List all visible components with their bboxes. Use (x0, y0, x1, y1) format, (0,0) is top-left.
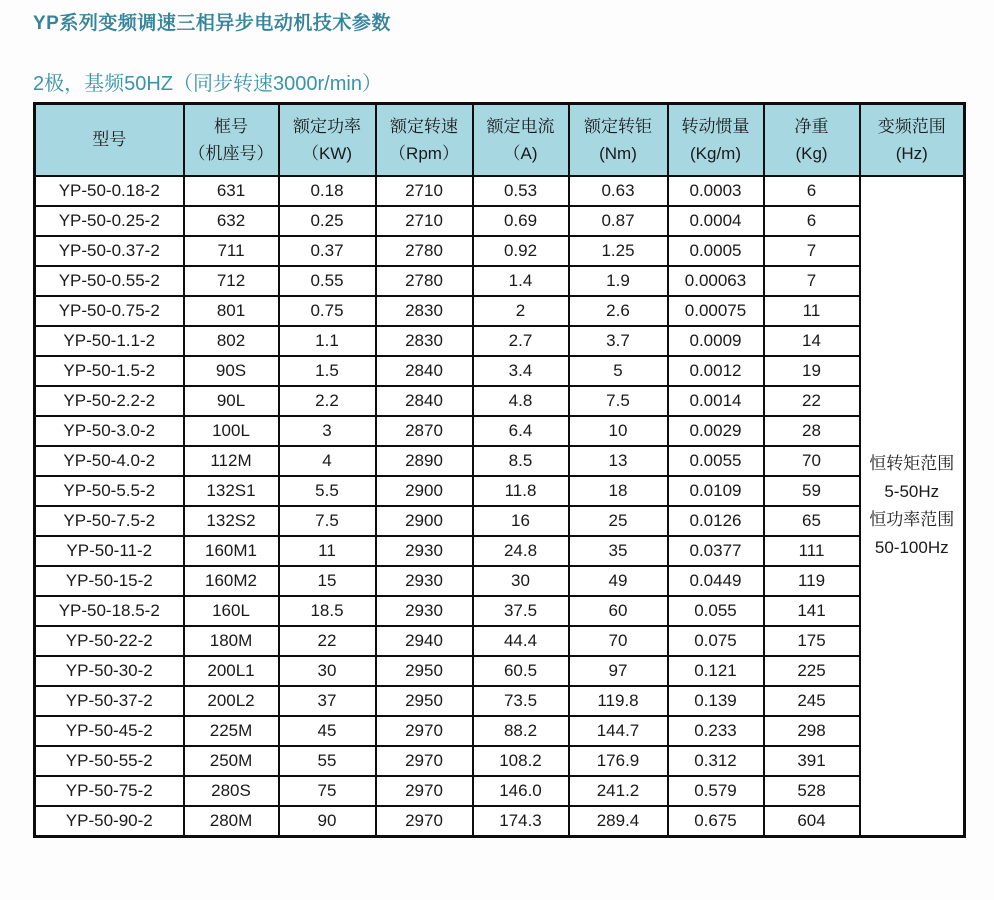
cell: 6 (764, 176, 860, 206)
page-title: YP系列变频调速三相异步电动机技术参数 (33, 13, 391, 34)
cell: 90 (279, 806, 376, 837)
cell: 30 (279, 656, 376, 686)
cell: 0.75 (279, 296, 376, 326)
cell: 0.0055 (668, 446, 764, 476)
cell: 4 (279, 446, 376, 476)
cell: YP-50-22-2 (35, 626, 184, 656)
column-header-line1: 净重 (794, 116, 829, 136)
cell: 3.7 (569, 326, 668, 356)
cell: 175 (764, 626, 860, 656)
cell: 0.00075 (668, 296, 764, 326)
cell: 24.8 (473, 536, 569, 566)
cell: 801 (184, 296, 279, 326)
column-header-6 (668, 104, 764, 177)
column-header-line1: 框号 (214, 116, 248, 136)
cell: 0.18 (279, 176, 376, 206)
cell: 112M (184, 446, 279, 476)
cell: 0.37 (279, 236, 376, 266)
cell: 2930 (376, 566, 473, 596)
cell: 2900 (376, 506, 473, 536)
cell: 391 (764, 746, 860, 776)
cell: 2970 (376, 746, 473, 776)
cell: 2.6 (569, 296, 668, 326)
cell: 11 (279, 536, 376, 566)
cell: YP-50-90-2 (35, 806, 184, 837)
cell: 2830 (376, 326, 473, 356)
cell: 144.7 (569, 716, 668, 746)
cell: YP-50-3.0-2 (35, 416, 184, 446)
column-header-2 (279, 104, 376, 177)
table-row (35, 536, 965, 566)
cell: 7.5 (569, 386, 668, 416)
cell: YP-50-75-2 (35, 776, 184, 806)
cell: YP-50-0.37-2 (35, 236, 184, 266)
cell: 55 (279, 746, 376, 776)
cell: YP-50-1.1-2 (35, 326, 184, 356)
freq-range-line: 50-100Hz (874, 538, 949, 557)
cell: 37.5 (473, 596, 569, 626)
table-row (35, 446, 965, 476)
cell: 0.055 (668, 596, 764, 626)
cell: 2870 (376, 416, 473, 446)
cell: YP-50-0.55-2 (35, 266, 184, 296)
cell: 0.63 (569, 176, 668, 206)
cell: 176.9 (569, 746, 668, 776)
cell: 0.0005 (668, 236, 764, 266)
cell: 60.5 (473, 656, 569, 686)
cell: 0.075 (668, 626, 764, 656)
cell: 119.8 (569, 686, 668, 716)
column-header-line2: （Rpm） (389, 144, 459, 163)
cell: 141 (764, 596, 860, 626)
cell: YP-50-0.75-2 (35, 296, 184, 326)
cell: 2710 (376, 176, 473, 206)
cell: 298 (764, 716, 860, 746)
cell: 7 (764, 236, 860, 266)
cell: 37 (279, 686, 376, 716)
cell: 2830 (376, 296, 473, 326)
column-header-7 (764, 104, 860, 177)
cell: 2840 (376, 356, 473, 386)
column-header-line1: 额定转速 (390, 116, 458, 136)
table-row (35, 266, 965, 296)
cell: 0.0003 (668, 176, 764, 206)
cell: 632 (184, 206, 279, 236)
cell: 0.0449 (668, 566, 764, 596)
table-row (35, 236, 965, 266)
cell: 0.0377 (668, 536, 764, 566)
cell: 146.0 (473, 776, 569, 806)
cell: 2.2 (279, 386, 376, 416)
cell: 2970 (376, 776, 473, 806)
cell: 0.121 (668, 656, 764, 686)
column-header-4 (473, 104, 569, 177)
cell: 174.3 (473, 806, 569, 837)
cell: 245 (764, 686, 860, 716)
cell: 280S (184, 776, 279, 806)
cell: 19 (764, 356, 860, 386)
cell: 11 (764, 296, 860, 326)
freq-range-line: 5-50Hz (884, 482, 940, 501)
cell: 65 (764, 506, 860, 536)
table-row (35, 776, 965, 806)
cell: 90S (184, 356, 279, 386)
cell: 2950 (376, 686, 473, 716)
table-row (35, 686, 965, 716)
cell: 250M (184, 746, 279, 776)
cell: YP-50-37-2 (35, 686, 184, 716)
cell: 241.2 (569, 776, 668, 806)
cell: 119 (764, 566, 860, 596)
column-header-1 (184, 104, 279, 177)
cell: 225M (184, 716, 279, 746)
cell: 132S1 (184, 476, 279, 506)
cell: 225 (764, 656, 860, 686)
table-body (35, 176, 965, 837)
cell: 18 (569, 476, 668, 506)
table-row (35, 206, 965, 236)
cell: 6 (764, 206, 860, 236)
column-header-line2: （KW) (301, 144, 353, 163)
cell: 160L (184, 596, 279, 626)
cell: 200L1 (184, 656, 279, 686)
cell: 0.55 (279, 266, 376, 296)
cell: 8.5 (473, 446, 569, 476)
cell: YP-50-7.5-2 (35, 506, 184, 536)
cell: 11.8 (473, 476, 569, 506)
cell: 0.53 (473, 176, 569, 206)
cell: YP-50-4.0-2 (35, 446, 184, 476)
column-header-line1: 转动惯量 (681, 116, 750, 136)
cell: 2780 (376, 236, 473, 266)
cell: 0.579 (668, 776, 764, 806)
cell: 13 (569, 446, 668, 476)
table-row (35, 656, 965, 686)
cell: 1.5 (279, 356, 376, 386)
freq-range-line: 恒功率范围 (869, 510, 955, 529)
cell: 2930 (376, 536, 473, 566)
cell: 0.0109 (668, 476, 764, 506)
cell: 1.1 (279, 326, 376, 356)
cell: 5.5 (279, 476, 376, 506)
cell: YP-50-0.25-2 (35, 206, 184, 236)
cell: 2840 (376, 386, 473, 416)
cell: 10 (569, 416, 668, 446)
cell: 2940 (376, 626, 473, 656)
cell: 0.25 (279, 206, 376, 236)
column-header-0 (35, 104, 184, 177)
cell: 631 (184, 176, 279, 206)
cell: 44.4 (473, 626, 569, 656)
column-header-line2: (Kg/m) (690, 144, 741, 163)
cell: 28 (764, 416, 860, 446)
table-row (35, 296, 965, 326)
column-header-5 (569, 104, 668, 177)
cell: 528 (764, 776, 860, 806)
cell: 0.92 (473, 236, 569, 266)
cell: 22 (279, 626, 376, 656)
cell: 73.5 (473, 686, 569, 716)
cell: 2.7 (473, 326, 569, 356)
cell: 1.25 (569, 236, 668, 266)
cell: 160M2 (184, 566, 279, 596)
column-header-line1: 额定电流 (486, 116, 555, 136)
column-header-line2: （机座号） (188, 144, 274, 163)
cell: 160M1 (184, 536, 279, 566)
cell: YP-50-2.2-2 (35, 386, 184, 416)
cell: 60 (569, 596, 668, 626)
cell: 45 (279, 716, 376, 746)
cell: 0.0126 (668, 506, 764, 536)
cell: 16 (473, 506, 569, 536)
section-subtitle: 2极，基频50HZ（同步转速3000r/min） (33, 73, 382, 95)
cell: 75 (279, 776, 376, 806)
cell: 180M (184, 626, 279, 656)
cell: 2710 (376, 206, 473, 236)
cell: 15 (279, 566, 376, 596)
cell: YP-50-45-2 (35, 716, 184, 746)
freq-range-cell (860, 176, 965, 837)
cell: 2900 (376, 476, 473, 506)
cell: 2930 (376, 596, 473, 626)
column-header-line1: 型号 (92, 130, 127, 150)
column-header-line2: (Nm) (599, 144, 637, 163)
motor-spec-table (33, 102, 966, 838)
table-row (35, 746, 965, 776)
cell: 0.0012 (668, 356, 764, 386)
cell: 49 (569, 566, 668, 596)
cell: 0.69 (473, 206, 569, 236)
cell: 2780 (376, 266, 473, 296)
column-header-8 (860, 104, 965, 177)
cell: 280M (184, 806, 279, 837)
cell: 18.5 (279, 596, 376, 626)
cell: 108.2 (473, 746, 569, 776)
cell: 25 (569, 506, 668, 536)
cell: 2970 (376, 806, 473, 837)
cell: 97 (569, 656, 668, 686)
cell: 35 (569, 536, 668, 566)
column-header-line1: 额定转钜 (584, 116, 652, 136)
cell: 289.4 (569, 806, 668, 837)
cell: 132S2 (184, 506, 279, 536)
cell: 1.9 (569, 266, 668, 296)
cell: 2890 (376, 446, 473, 476)
cell: YP-50-18.5-2 (35, 596, 184, 626)
cell: YP-50-1.5-2 (35, 356, 184, 386)
cell: 111 (764, 536, 860, 566)
cell: 22 (764, 386, 860, 416)
cell: 30 (473, 566, 569, 596)
cell: 711 (184, 236, 279, 266)
cell: 1.4 (473, 266, 569, 296)
cell: 2950 (376, 656, 473, 686)
cell: 5 (569, 356, 668, 386)
cell: 14 (764, 326, 860, 356)
cell: 0.312 (668, 746, 764, 776)
freq-range-line: 恒转矩范围 (869, 454, 955, 473)
cell: 802 (184, 326, 279, 356)
table-row (35, 716, 965, 746)
cell: 712 (184, 266, 279, 296)
table-row (35, 386, 965, 416)
cell: 90L (184, 386, 279, 416)
cell: 6.4 (473, 416, 569, 446)
table-row (35, 626, 965, 656)
cell: 2 (473, 296, 569, 326)
cell: 2970 (376, 716, 473, 746)
table-row (35, 176, 965, 206)
cell: 0.0009 (668, 326, 764, 356)
cell: 0.233 (668, 716, 764, 746)
cell: 200L2 (184, 686, 279, 716)
table-row (35, 416, 965, 446)
cell: 88.2 (473, 716, 569, 746)
column-header-line1: 变频范围 (877, 116, 946, 136)
cell: 4.8 (473, 386, 569, 416)
cell: YP-50-11-2 (35, 536, 184, 566)
table-row (35, 356, 965, 386)
table-row (35, 506, 965, 536)
cell: 0.0014 (668, 386, 764, 416)
column-header-3 (376, 104, 473, 177)
cell: 0.675 (668, 806, 764, 837)
cell: 7.5 (279, 506, 376, 536)
table-row (35, 476, 965, 506)
table-row (35, 596, 965, 626)
cell: 59 (764, 476, 860, 506)
cell: 3 (279, 416, 376, 446)
column-header-line2: （A) (503, 144, 538, 163)
table-row (35, 326, 965, 356)
cell: 0.139 (668, 686, 764, 716)
column-header-line2: (Hz) (895, 144, 928, 163)
cell: 0.0029 (668, 416, 764, 446)
cell: YP-50-5.5-2 (35, 476, 184, 506)
cell: YP-50-15-2 (35, 566, 184, 596)
cell: 3.4 (473, 356, 569, 386)
table-header-row (35, 104, 965, 177)
cell: 604 (764, 806, 860, 837)
cell: YP-50-30-2 (35, 656, 184, 686)
cell: 7 (764, 266, 860, 296)
cell: 70 (569, 626, 668, 656)
cell: 0.0004 (668, 206, 764, 236)
cell: YP-50-0.18-2 (35, 176, 184, 206)
cell: 0.00063 (668, 266, 764, 296)
column-header-line2: (Kg) (795, 144, 828, 163)
table-row (35, 566, 965, 596)
cell: YP-50-55-2 (35, 746, 184, 776)
table-row (35, 806, 965, 837)
cell: 100L (184, 416, 279, 446)
cell: 0.87 (569, 206, 668, 236)
cell: 70 (764, 446, 860, 476)
column-header-line1: 额定功率 (293, 116, 361, 136)
